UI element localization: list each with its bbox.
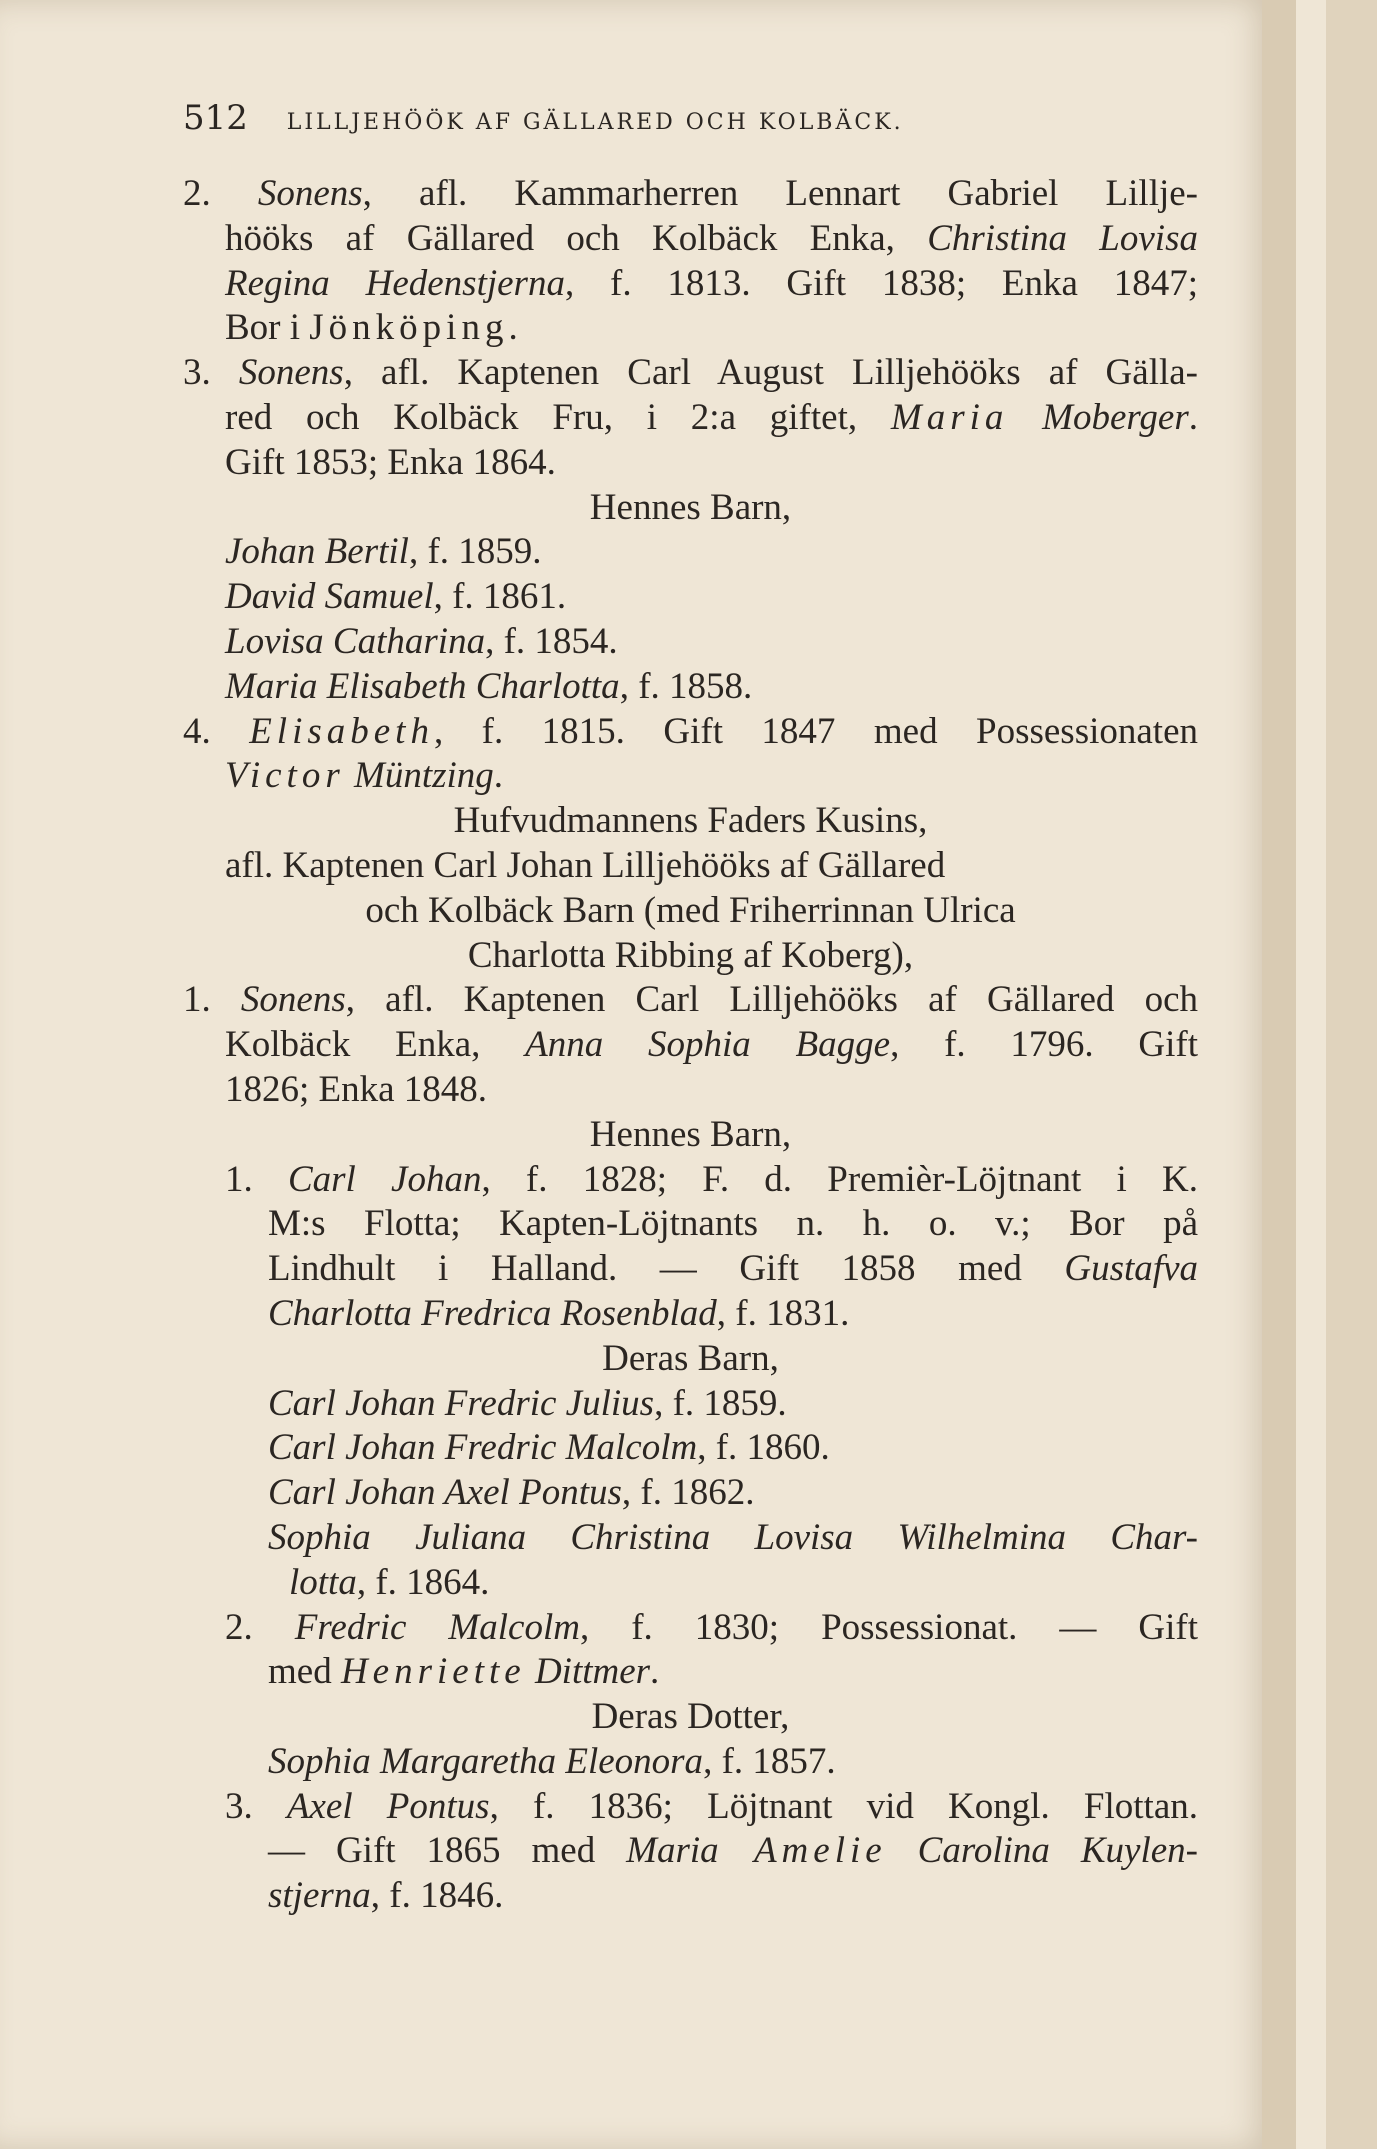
- text-line: 2. Fredric Malcolm, f. 1830; Possessionat. — Gift: [225, 1606, 1199, 1648]
- text-line: 1826; Enka 1848.: [225, 1068, 488, 1110]
- section-heading: Hennes Barn,: [589, 1113, 792, 1155]
- text-line: stjerna, f. 1846.: [268, 1875, 504, 1917]
- page-edge-shadow: [1326, 0, 1377, 2149]
- text-line: 4. Elisabeth, f. 1815. Gift 1847 med Possessionaten: [183, 710, 1199, 752]
- text-line: David Samuel, f. 1861.: [225, 576, 567, 618]
- text-line: och Kolbäck Barn (med Friherrinnan Ulrica: [365, 889, 1016, 931]
- text-line: 1. Sonens, afl. Kaptenen Carl Lilljehööks af Gällared och: [183, 979, 1198, 1021]
- text-line: Regina Hedenstjerna, f. 1813. Gift 1838; Enka 1847;: [225, 262, 1198, 304]
- text-line: 1. Carl Johan, f. 1828; F. d. Premièr-Löjtnant i K.: [225, 1158, 1198, 1200]
- text-line: Lovisa Catharina, f. 1854.: [225, 620, 618, 662]
- section-heading: Hufvudmannens Faders Kusins,: [453, 800, 928, 842]
- text-line: 2. Sonens, afl. Kammarherren Lennart Gabriel Lillje-: [183, 173, 1199, 214]
- page-edge: [1296, 0, 1326, 2149]
- section-heading: Deras Barn,: [602, 1337, 779, 1379]
- running-title: LILLJEHÖÖK AF GÄLLARED OCH KOLBÄCK.: [286, 110, 904, 135]
- text-line: Lindhult i Halland. — Gift 1858 med Gustafva: [268, 1248, 1198, 1290]
- page-number: 512: [183, 98, 248, 138]
- text-line: med Henriette Dittmer.: [268, 1651, 660, 1693]
- text-line: Gift 1853; Enka 1864.: [225, 441, 556, 483]
- text-line: hööks af Gällared och Kolbäck Enka, Christina Lovisa: [225, 217, 1198, 259]
- text-line: red och Kolbäck Fru, i 2:a giftet, Maria Moberger.: [225, 396, 1198, 438]
- section-heading: Deras Dotter,: [591, 1696, 790, 1738]
- text-line: Charlotta Ribbing af Koberg),: [467, 934, 914, 976]
- text-line: Johan Bertil, f. 1859.: [225, 531, 542, 573]
- text-line: Carl Johan Fredric Julius, f. 1859.: [268, 1382, 787, 1424]
- text-line: 3. Axel Pontus, f. 1836; Löjtnant vid Kongl. Flottan.: [225, 1785, 1199, 1827]
- section-heading: Hennes Barn,: [589, 486, 792, 528]
- text-line: Charlotta Fredrica Rosenblad, f. 1831.: [268, 1292, 850, 1334]
- text-line: Kolbäck Enka, Anna Sophia Bagge, f. 1796. Gift: [225, 1024, 1198, 1066]
- text-line: Sophia Juliana Christina Lovisa Wilhelmina Char-: [268, 1516, 1198, 1558]
- text-line: M:s Flotta; Kapten-Löjtnants n. h. o. v.; Bor på: [268, 1203, 1198, 1245]
- text-line: afl. Kaptenen Carl Johan Lilljehööks af Gällared: [225, 844, 946, 886]
- text-line: Maria Elisabeth Charlotta, f. 1858.: [225, 665, 753, 707]
- text-line: Carl Johan Fredric Malcolm, f. 1860.: [268, 1427, 830, 1469]
- text-line: Carl Johan Axel Pontus, f. 1862.: [268, 1472, 755, 1514]
- text-line: Bor i Jönköping.: [225, 307, 518, 349]
- text-line: Sophia Margaretha Eleonora, f. 1857.: [268, 1740, 836, 1782]
- text-line: Victor Müntzing.: [225, 755, 504, 797]
- text-line: lotta, f. 1864.: [289, 1561, 490, 1603]
- text-line: 3. Sonens, afl. Kaptenen Carl August Lilljehööks af Gälla-: [183, 352, 1198, 394]
- page-gutter: [1262, 0, 1296, 2149]
- text-line: — Gift 1865 med Maria Amelie Carolina Kuylen-: [268, 1830, 1199, 1872]
- page-header: [183, 98, 1183, 138]
- page-body: [183, 172, 1198, 1919]
